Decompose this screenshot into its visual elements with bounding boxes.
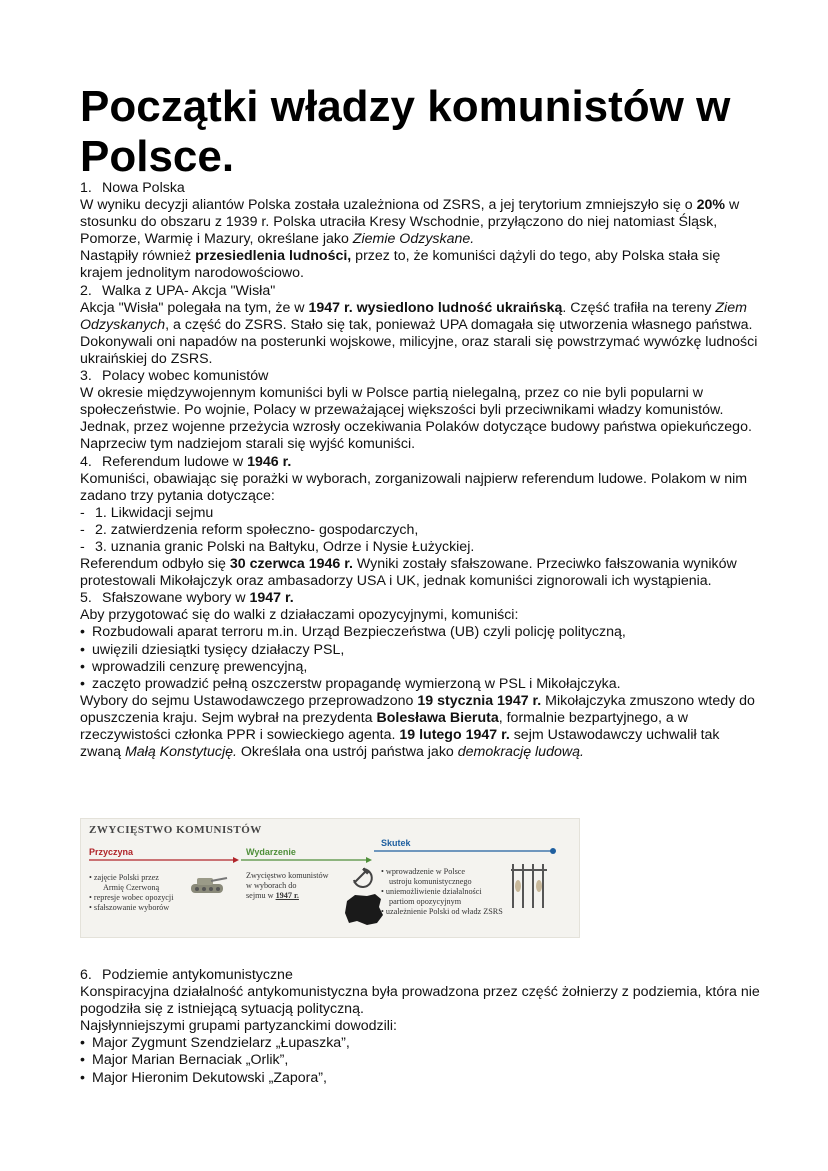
column-skutek: Skutek [381,838,411,848]
wydarzenie-text: Zwycięstwo komunistów w wyborach do sejmu w 1947 r. [246,871,329,900]
paragraph: Konspiracyjna działalność antykomunistyczna była prowadzona przez część żołnierzy z podziemia, która nie pogodziła się z istniejącą sytuacją polityczną. [80,984,760,1018]
section-heading-1 [80,180,760,197]
section-number: 5. [80,590,92,607]
column-przyczyna: Przyczyna [89,847,134,857]
section-heading-text: Podziemie antykomunistyczne [102,967,293,983]
section-number: 3. [80,368,92,385]
paragraph: Wybory do sejmu Ustawodawczego przeprowadzono 19 stycznia 1947 r. Mikołajczyka zmuszono wtedy do opuszczenia kraju. Sejm wybrał na prezydenta Bolesława Bieruta, formalnie bezpartyjnego, a w rzeczywistości członka PPR i sowieckiego agenta. 19 lutego 1947 r. sejm Ustawodawczy uchwalił tak zwaną Małą Konstytucję. Określała ona ustrój państwa jako demokrację ludową. [80,692,755,761]
list-item: - 3. uznania granic Polski na Bałtyku, Odrze i Nysie Łużyckiej. [80,538,475,555]
list-item: • Major Zygmunt Szendzielarz „Łupaszka”, [80,1035,350,1052]
section-number: 2. [80,282,92,299]
section-heading-text: Polacy wobec komunistów [102,368,269,385]
infographic-zwyciestwo-komunistow [80,818,580,938]
paragraph: W okresie międzywojennym komuniści byli w Polsce partią nielegalną, przez co nie byli popularni w społeczeństwie. Po wojnie, Polacy w przeważającej większości byli przeciwnikami władzy komunistów. Jednak, przez wojenne przeżycia wzrosły oczekiwania Polaków dotyczące budowy państwa opiekuńczego. Naprzeciw tym nadziejom starali się wyjść komuniści. [80,385,752,453]
section-heading-3 [80,368,760,385]
section-heading-6 [80,967,760,984]
paragraph: W wyniku decyzji aliantów Polska została uzależniona od ZSRS, a jej terytorium zmniejszyło się o 20% w stosunku do obszaru z 1939 r. Polska utraciła Kresy Wschodnie, przyłączono do niej natomiast Śląsk, Pomorze, Warmię i Mazury, określane jako Ziemie Odzyskane. [80,197,740,248]
list-item: • uwięzili dziesiątki tysięcy działaczy PSL, [80,641,345,658]
infographic-title: ZWYCIĘSTWO KOMUNISTÓW [89,824,262,836]
paragraph: Akcja "Wisła" polegała na tym, że w 1947 r. wysiedlono ludność ukraińską. Część trafiła na tereny Ziem Odzyskanych, a część do ZSRS. Stało się tak, ponieważ UPA domagała się utworzenia własnego państwa. Dokonywali oni napadów na posterunki wojskowe, milicyjne, oraz starali się powstrzymać wywózkę ludności ukraińskiej do ZSRS. [80,299,758,367]
paragraph: Nastąpiły również przesiedlenia ludności, przez to, że komuniści dążyli do tego, aby Polska stała się krajem jednolitym narodowościowo. [80,248,721,282]
skutek-list: • wprowadzenie w Polsce ustroju komunistycznego • uniemożliwienie działalności partiom opozycyjnym • uzależnienie Polski od władz ZSRS [381,867,503,916]
section-heading-5: 5. Sfałszowane wybory w 1947 r. [80,590,294,607]
poland-map-icon [345,894,383,925]
page-title: Początki władzy komunistów w Polsce. [80,82,731,181]
section-number: 6. [80,967,92,983]
section-heading-2 [80,283,760,300]
list-item: • zaczęto prowadzić pełną oszczerstw propagandę wymierzoną w PSL i Mikołajczyka. [80,675,621,692]
skutek-end-dot-icon [550,848,556,854]
paragraph: Aby przygotować się do walki z działaczami opozycyjnymi, komuniści: [80,607,519,624]
section-heading-4: 4. Referendum ludowe w 1946 r. [80,453,292,470]
list-item: - 2. zatwierdzenia reform społeczno- gospodarczych, [80,521,419,538]
section-number: 1. [80,180,92,196]
prison-bars-icon [511,864,547,908]
document-body-section-6 [80,967,760,1087]
arrow-head-icon [233,857,239,863]
list-item: • Rozbudowali aparat terroru m.in. Urząd Bezpieczeństwa (UB) czyli policję polityczną, [80,624,626,641]
document-body [80,180,760,761]
przyczyna-list: • zajęcie Polski przez Armię Czerwoną • represje wobec opozycji • sfałszowanie wyborów [89,873,174,912]
tank-icon [191,878,227,893]
paragraph: Komuniści, obawiając się porażki w wyborach, zorganizowali najpierw referendum ludowe. Polakom w nim zadano trzy pytania dotyczące: [80,470,748,504]
section-heading-text: Walka z UPA- Akcja "Wisła" [102,282,276,299]
section-heading-text: Nowa Polska [102,180,185,196]
list-item: - 1. Likwidacji sejmu [80,504,214,521]
arrow-head-icon [366,857,372,863]
list-item: • wprowadzili cenzurę prewencyjną, [80,658,308,675]
column-wydarzenie: Wydarzenie [246,847,296,857]
list-item: • Major Hieronim Dekutowski „Zapora”, [80,1069,327,1086]
list-item: • Major Marian Bernaciak „Orlik”, [80,1052,289,1069]
hammer-sickle-icon [354,867,372,887]
paragraph: Referendum odbyło się 30 czerwca 1946 r. Wyniki zostały sfałszowane. Przeciwko fałszowania wyników protestowali Mikołajczyk oraz ambasadorzy USA i UK, jednak komuniści zignorowali ich wystąpienia. [80,556,737,590]
paragraph: Najsłynniejszymi grupami partyzanckimi dowodzili: [80,1018,397,1035]
section-number: 4. [80,453,92,470]
